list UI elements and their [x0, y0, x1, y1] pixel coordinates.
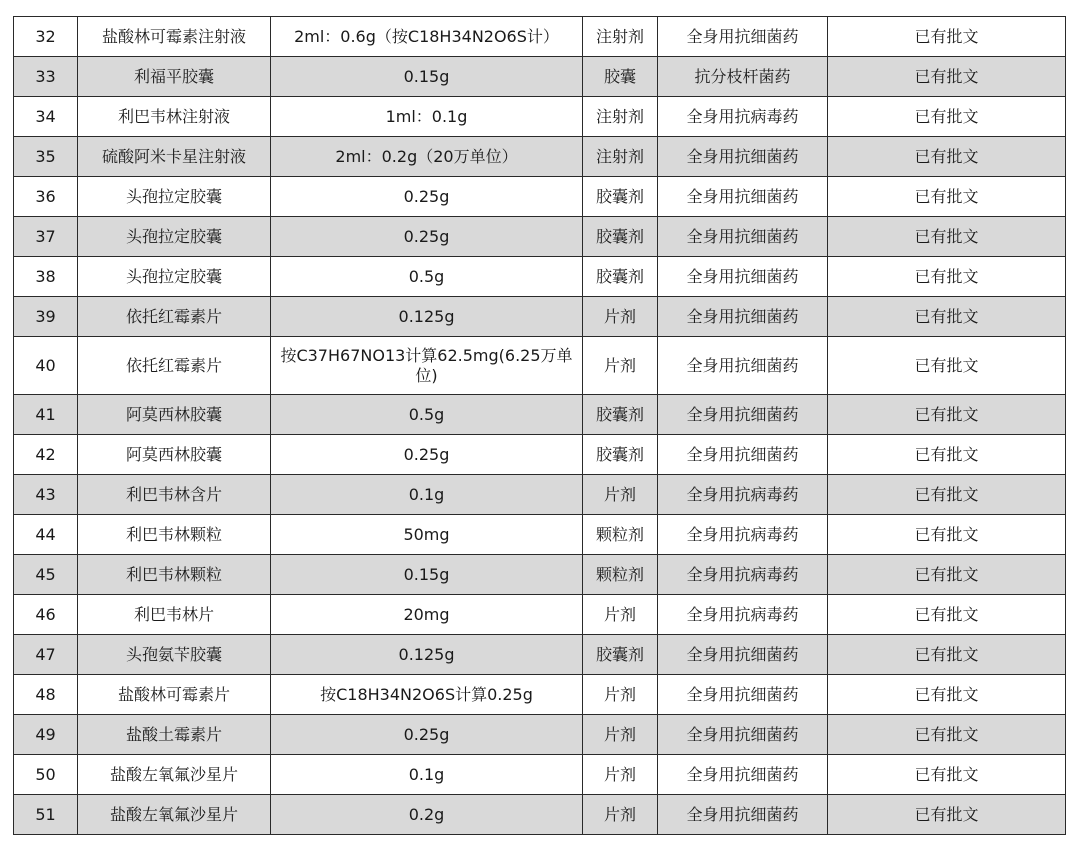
table-row: [14, 555, 1066, 595]
approval-status: 已有批文: [828, 177, 1066, 217]
dosage-form: 片剂: [583, 297, 658, 337]
drug-category: 全身用抗病毒药: [658, 97, 828, 137]
approval-status: 已有批文: [828, 217, 1066, 257]
drug-category: 全身用抗细菌药: [658, 177, 828, 217]
row-number: 48: [14, 675, 78, 715]
drug-spec: 0.15g: [271, 555, 583, 595]
table-row: [14, 795, 1066, 835]
drug-name: 头孢氨苄胶囊: [78, 635, 271, 675]
table-row: [14, 435, 1066, 475]
approval-status: 已有批文: [828, 675, 1066, 715]
drug-category: 全身用抗细菌药: [658, 715, 828, 755]
drug-category: 全身用抗细菌药: [658, 257, 828, 297]
dosage-form: 颗粒剂: [583, 515, 658, 555]
drug-name: 阿莫西林胶囊: [78, 435, 271, 475]
dosage-form: 胶囊剂: [583, 257, 658, 297]
approval-status: 已有批文: [828, 595, 1066, 635]
row-number: 39: [14, 297, 78, 337]
row-number: 40: [14, 337, 78, 395]
drug-spec: 0.1g: [271, 755, 583, 795]
drug-category: 全身用抗细菌药: [658, 337, 828, 395]
table-row: [14, 177, 1066, 217]
approval-status: 已有批文: [828, 715, 1066, 755]
drug-spec: 0.125g: [271, 635, 583, 675]
dosage-form: 注射剂: [583, 17, 658, 57]
row-number: 42: [14, 435, 78, 475]
approval-status: 已有批文: [828, 97, 1066, 137]
drug-category: 全身用抗细菌药: [658, 675, 828, 715]
drug-approval-table: [13, 16, 1066, 835]
approval-status: 已有批文: [828, 755, 1066, 795]
approval-status: 已有批文: [828, 17, 1066, 57]
dosage-form: 颗粒剂: [583, 555, 658, 595]
approval-status: 已有批文: [828, 795, 1066, 835]
approval-status: 已有批文: [828, 555, 1066, 595]
drug-spec: 2ml：0.2g（20万单位）: [271, 137, 583, 177]
drug-spec: 0.25g: [271, 217, 583, 257]
drug-spec: 0.5g: [271, 257, 583, 297]
row-number: 45: [14, 555, 78, 595]
drug-category: 全身用抗细菌药: [658, 17, 828, 57]
table-row: [14, 297, 1066, 337]
drug-name: 利巴韦林含片: [78, 475, 271, 515]
drug-name: 阿莫西林胶囊: [78, 395, 271, 435]
drug-name: 盐酸左氧氟沙星片: [78, 755, 271, 795]
drug-category: 全身用抗病毒药: [658, 595, 828, 635]
table-row: [14, 635, 1066, 675]
table-row: [14, 675, 1066, 715]
approval-status: 已有批文: [828, 635, 1066, 675]
drug-spec: 20mg: [271, 595, 583, 635]
drug-category: 全身用抗细菌药: [658, 297, 828, 337]
drug-spec: 1ml：0.1g: [271, 97, 583, 137]
drug-category: 抗分枝杆菌药: [658, 57, 828, 97]
dosage-form: 片剂: [583, 337, 658, 395]
dosage-form: 胶囊剂: [583, 177, 658, 217]
dosage-form: 片剂: [583, 475, 658, 515]
drug-name: 头孢拉定胶囊: [78, 177, 271, 217]
table-row: [14, 395, 1066, 435]
drug-spec: 0.2g: [271, 795, 583, 835]
drug-name: 盐酸林可霉素片: [78, 675, 271, 715]
dosage-form: 胶囊剂: [583, 217, 658, 257]
drug-spec: 0.25g: [271, 177, 583, 217]
dosage-form: 片剂: [583, 675, 658, 715]
dosage-form: 注射剂: [583, 97, 658, 137]
table-row: [14, 475, 1066, 515]
drug-spec: 50mg: [271, 515, 583, 555]
dosage-form: 片剂: [583, 595, 658, 635]
row-number: 44: [14, 515, 78, 555]
drug-name: 利巴韦林注射液: [78, 97, 271, 137]
approval-status: 已有批文: [828, 297, 1066, 337]
row-number: 49: [14, 715, 78, 755]
table-row: [14, 257, 1066, 297]
dosage-form: 片剂: [583, 755, 658, 795]
table-row: [14, 595, 1066, 635]
table-row: [14, 137, 1066, 177]
row-number: 32: [14, 17, 78, 57]
row-number: 33: [14, 57, 78, 97]
drug-name: 盐酸林可霉素注射液: [78, 17, 271, 57]
approval-status: 已有批文: [828, 435, 1066, 475]
row-number: 43: [14, 475, 78, 515]
approval-status: 已有批文: [828, 57, 1066, 97]
approval-status: 已有批文: [828, 257, 1066, 297]
row-number: 36: [14, 177, 78, 217]
drug-name: 依托红霉素片: [78, 337, 271, 395]
drug-spec: 0.25g: [271, 435, 583, 475]
drug-category: 全身用抗病毒药: [658, 515, 828, 555]
drug-category: 全身用抗细菌药: [658, 137, 828, 177]
drug-spec: 按C18H34N2O6S计算0.25g: [271, 675, 583, 715]
drug-name: 利巴韦林颗粒: [78, 555, 271, 595]
drug-category: 全身用抗细菌药: [658, 795, 828, 835]
drug-category: 全身用抗细菌药: [658, 635, 828, 675]
row-number: 37: [14, 217, 78, 257]
dosage-form: 胶囊: [583, 57, 658, 97]
table-row: [14, 515, 1066, 555]
table-row: [14, 97, 1066, 137]
drug-category: 全身用抗细菌药: [658, 755, 828, 795]
table-row: [14, 755, 1066, 795]
drug-name: 硫酸阿米卡星注射液: [78, 137, 271, 177]
row-number: 50: [14, 755, 78, 795]
row-number: 38: [14, 257, 78, 297]
drug-category: 全身用抗病毒药: [658, 475, 828, 515]
drug-category: 全身用抗细菌药: [658, 395, 828, 435]
dosage-form: 注射剂: [583, 137, 658, 177]
dosage-form: 片剂: [583, 715, 658, 755]
drug-name: 盐酸土霉素片: [78, 715, 271, 755]
drug-spec: 2ml：0.6g（按C18H34N2O6S计）: [271, 17, 583, 57]
row-number: 47: [14, 635, 78, 675]
table-row: [14, 337, 1066, 395]
drug-spec: 0.125g: [271, 297, 583, 337]
drug-name: 依托红霉素片: [78, 297, 271, 337]
row-number: 46: [14, 595, 78, 635]
approval-status: 已有批文: [828, 337, 1066, 395]
table-row: [14, 217, 1066, 257]
row-number: 41: [14, 395, 78, 435]
drug-name: 盐酸左氧氟沙星片: [78, 795, 271, 835]
dosage-form: 胶囊剂: [583, 435, 658, 475]
drug-spec: 0.5g: [271, 395, 583, 435]
dosage-form: 胶囊剂: [583, 395, 658, 435]
table-row: [14, 715, 1066, 755]
drug-spec: 按C37H67NO13计算62.5mg(6.25万单位): [271, 337, 583, 395]
drug-name: 利巴韦林片: [78, 595, 271, 635]
table-row: [14, 57, 1066, 97]
drug-spec: 0.15g: [271, 57, 583, 97]
drug-spec: 0.1g: [271, 475, 583, 515]
approval-status: 已有批文: [828, 515, 1066, 555]
row-number: 35: [14, 137, 78, 177]
dosage-form: 片剂: [583, 795, 658, 835]
drug-category: 全身用抗细菌药: [658, 435, 828, 475]
dosage-form: 胶囊剂: [583, 635, 658, 675]
approval-status: 已有批文: [828, 137, 1066, 177]
table-row: [14, 17, 1066, 57]
row-number: 34: [14, 97, 78, 137]
drug-name: 头孢拉定胶囊: [78, 217, 271, 257]
drug-category: 全身用抗细菌药: [658, 217, 828, 257]
drug-name: 利福平胶囊: [78, 57, 271, 97]
approval-status: 已有批文: [828, 475, 1066, 515]
drug-name: 头孢拉定胶囊: [78, 257, 271, 297]
drug-name: 利巴韦林颗粒: [78, 515, 271, 555]
approval-status: 已有批文: [828, 395, 1066, 435]
row-number: 51: [14, 795, 78, 835]
drug-category: 全身用抗病毒药: [658, 555, 828, 595]
drug-spec: 0.25g: [271, 715, 583, 755]
